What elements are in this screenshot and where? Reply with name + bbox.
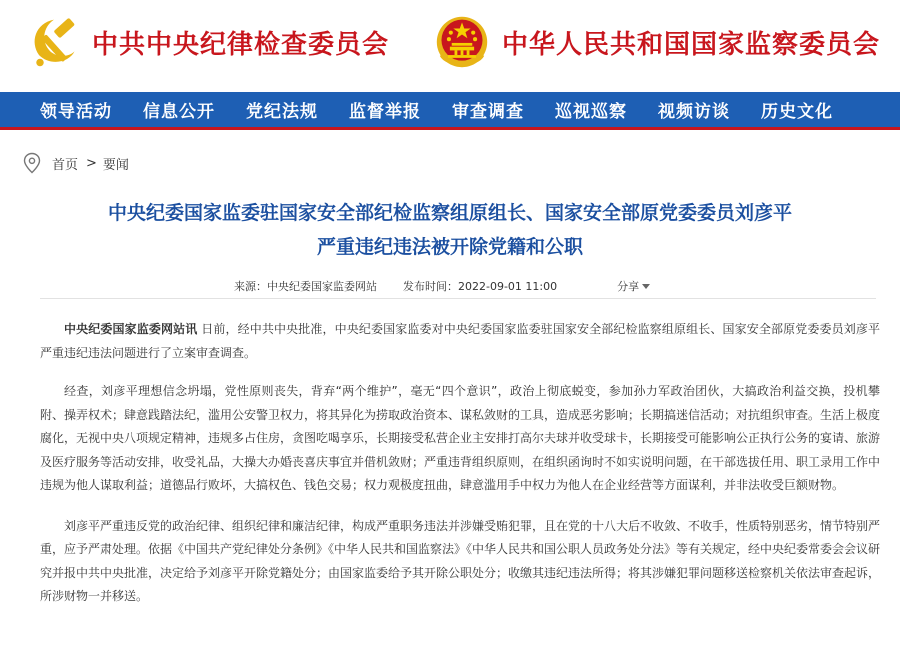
breadcrumb-home[interactable]: 首页 — [52, 157, 79, 173]
article-title-line1: 中央纪委国家监委驻国家安全部纪检监察组原组长、国家安全部原党委委员刘彦平 — [107, 202, 792, 224]
nav-item-leadership[interactable]: 领导活动 — [40, 102, 112, 122]
paragraph-2: 经查，刘彦平理想信念坍塌，党性原则丧失，背弃“两个维护”，毫无“四个意识”，政治上彻底蜕变，参加孙力军政治团伙，大搞政治利益交换，投机攀附、操弄权术；肆意践踏法纪，滥用公安警卫权力，将其异化为捞取政治资本、谋私敛财的工具，造成恶劣影响；长期搞迷信活动；对抗组织审查。生活上极度腐化，无视中央八项规定精神，违规多占住房，贪图吃喝享乐，长期接受私营企业主安排打高尔夫球并收受球卡，长期接受可能影响公正执行公务的宴请、旅游及医疗服务等活动安排，收受礼品，大操大办婚丧喜庆事宜并借机敛财；严重违背组织原则，在组织函询时不如实说明问题，在干部选拔任用、职工录用工作中违规为他人谋取利益；道德品行败坏，大搞权色、钱色交易；权力观极度扭曲，肆意滥用手中权力为他人在企业经营等方面谋利，并非法收受巨额财物。 — [40, 384, 881, 492]
source-lead: 中央纪委国家监委网站讯 — [64, 322, 198, 336]
meta-divider — [40, 298, 876, 299]
site-header — [0, 0, 900, 92]
paragraph-3: 刘彦平严重违反党的政治纪律、组织纪律和廉洁纪律，构成严重职务违法并涉嫌受贿犯罪，且在党的十八大后不收敛、不收手，性质特别恶劣，情节特别严重，应予严肃处理。依据《中国共产党纪律处分条例》《中华人民共和国监察法》《中华人民共和国公职人员政务处分法》等有关规定，经中央纪委常委会会议研究并报中共中央批准，决定给予刘彦平开除党籍处分；由国家监委给予其开除公职处分；收缴其违纪违法所得；将其涉嫌犯罪问题移送检察机关依法审查起诉，所涉财物一并移送。 — [40, 518, 881, 603]
nav-item-regulations[interactable]: 党纪法规 — [246, 102, 318, 122]
source-value: 中央纪委国家监委网站 — [267, 280, 377, 293]
share-button[interactable] — [617, 278, 650, 294]
article-title — [40, 196, 860, 264]
ccdi-title: 中共中央纪律检查委员会 — [92, 29, 390, 60]
nav-item-reporting[interactable]: 监督举报 — [349, 102, 421, 122]
breadcrumb-separator: > — [86, 155, 97, 171]
article-meta — [234, 278, 650, 294]
national-emblem-icon — [434, 14, 490, 70]
nav-item-history[interactable]: 历史文化 — [761, 102, 833, 122]
nav-item-investigation[interactable]: 审查调查 — [452, 102, 524, 122]
breadcrumb — [22, 152, 129, 174]
nsc-title: 中华人民共和国国家监察委员会 — [502, 29, 881, 60]
source-label: 来源： — [234, 280, 267, 293]
chevron-down-icon — [642, 284, 650, 289]
time-label: 发布时间： — [403, 280, 458, 293]
party-emblem-icon — [26, 14, 82, 70]
share-label: 分享 — [617, 280, 640, 293]
paragraph-1-text: 日前，经中共中央批准，中央纪委国家监委对中央纪委国家监委驻国家安全部纪检监察组原组长、国家安全部原党委委员刘彦平严重违纪违法问题进行了立案审查调查。 — [40, 322, 880, 360]
location-pin-icon — [22, 152, 42, 174]
paragraph-1 — [40, 318, 880, 365]
nav-item-video[interactable]: 视频访谈 — [658, 102, 730, 122]
nsc-brand[interactable] — [434, 14, 880, 70]
nav-item-disclosure[interactable]: 信息公开 — [143, 102, 215, 122]
article-title-line2: 严重违纪违法被开除党籍和公职 — [316, 236, 583, 258]
ccdi-brand[interactable] — [26, 14, 389, 70]
main-nav — [0, 92, 900, 130]
nav-item-inspection[interactable]: 巡视巡察 — [555, 102, 627, 122]
article-body — [40, 318, 880, 624]
breadcrumb-current[interactable]: 要闻 — [102, 157, 129, 173]
publish-time: 2022-09-01 11:00 — [458, 279, 558, 293]
